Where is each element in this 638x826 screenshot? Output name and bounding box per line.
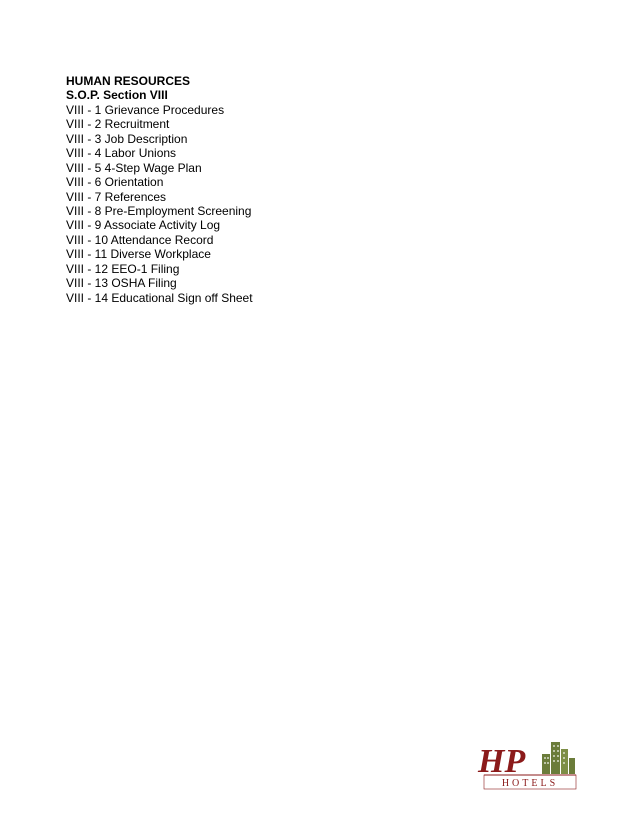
list-item: VIII - 8 Pre-Employment Screening	[66, 203, 252, 218]
department-heading: HUMAN RESOURCES	[66, 74, 191, 88]
logo-graphic	[476, 734, 580, 792]
list-item: VIII - 13 OSHA Filing	[66, 276, 177, 291]
list-item: VIII - 10 Attendance Record	[66, 232, 214, 247]
list-item: VIII - 3 Job Description	[66, 131, 188, 146]
list-item: VIII - 7 References	[66, 189, 167, 204]
table-of-contents	[66, 74, 466, 305]
hp-hotels-logo	[476, 734, 580, 792]
list-item: VIII - 14 Educational Sign off Sheet	[66, 290, 253, 305]
list-item: VIII - 9 Associate Activity Log	[66, 218, 221, 233]
list-item: VIII - 12 EEO-1 Filing	[66, 261, 180, 276]
list-item: VIII - 4 Labor Unions	[66, 146, 177, 161]
list-item: VIII - 11 Diverse Workplace	[66, 247, 211, 262]
logo-wordmark: HOTELS	[501, 778, 559, 789]
list-item: VIII - 1 Grievance Procedures	[66, 102, 225, 117]
buildings-icon	[542, 742, 575, 774]
list-item: VIII - 5 4-Step Wage Plan	[66, 160, 202, 175]
list-item: VIII - 2 Recruitment	[66, 117, 170, 132]
section-heading: S.O.P. Section VIII	[66, 88, 168, 103]
list-item: VIII - 6 Orientation	[66, 175, 164, 190]
logo-monogram: HP	[478, 743, 526, 780]
section-list	[66, 103, 466, 305]
